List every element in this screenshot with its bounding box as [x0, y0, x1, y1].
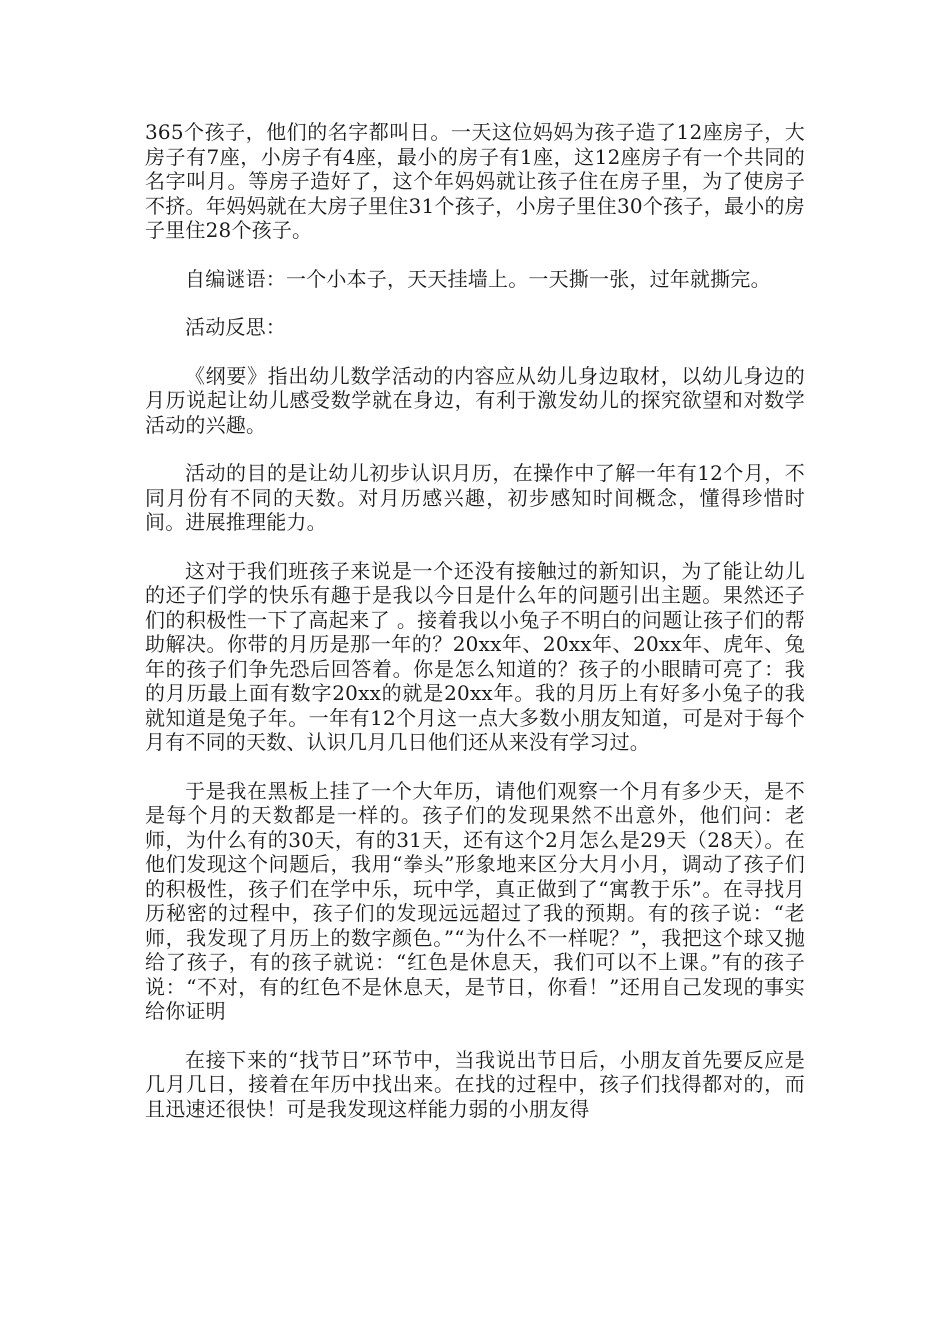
paragraph-riddle: 自编谜语：一个小本子，天天挂墙上。一天撕一张，过年就撕完。 [185, 266, 771, 291]
paragraph-find-festival: 在接下来的“找节日”环节中，当我说出节日后，小朋友首先要反应是几月几日，接着在年历中找出来。在找的过程中，孩子们找得都对的，而且迅速还很快！可是我发现这样能力弱的小朋友得 [145, 1047, 805, 1121]
paragraph-activity-goal: 活动的目的是让幼儿初步认识月历，在操作中了解一年有12个月，不同月份有不同的天数。对月历感兴趣，初步感知时间概念，懂得珍惜时间。进展推理能力。 [145, 461, 805, 534]
paragraph-calendar-observation: 于是我在黑板上挂了一个大年历，请他们观察一个月有多少天，是不是每个月的天数都是一样的。孩子们的发现果然不出意外，他们问：老师，为什么有的30天，有的31天，还有这个2月怎么是29天（28天）。在他们发现这个问题后，我用“拳头”形象地来区分大月小月，调动了孩子们的积极性，孩子们在学中乐，玩中学，真正做到了“寓教于乐”。在寻找月历秘密的过程中，孩子们的发现远远超过了我的预期。有的孩子说：“老师，我发现了月历上的数字颜色。”“为什么不一样呢？”，我把这个球又抛给了孩子，有的孩子就说：“红色是休息天，我们可以不上课。”有的孩子说：“不对，有的红色不是休息天，是节日，你看！”还用自己发现的事实给你证明 [145, 778, 805, 1023]
paragraph-new-knowledge: 这对于我们班孩子来说是一个还没有接触过的新知识，为了能让幼儿的还子们学的快乐有趣于是我以今日是什么年的问题引出主题。果然还子们的积极性一下了高起来了 。接着我以小兔子不明白的问题让孩子们的帮助解决。你带的月历是那一年的？20xx年、20xx年、20xx年、虎年、兔年的孩子们争先恐后回答着。你是怎么知道的？孩子的小眼睛可亮了：我的月历最上面有数字20xx的就是20xx年。我的月历上有好多小兔子的我就知道是兔子年。一年有12个月这一点大多数小朋友知道，可是对于每个月有不同的天数、认识几月几日他们还从来没有学习过。 [145, 558, 805, 754]
paragraph-reflection-heading: 活动反思： [185, 315, 286, 339]
document-body [145, 120, 805, 1145]
paragraph-guideline: 《纲要》指出幼儿数学活动的内容应从幼儿身边取材，以幼儿身边的月历说起让幼儿感受数学就在身边，有利于激发幼儿的探究欲望和对数学活动的兴趣。 [145, 363, 805, 437]
paragraph-story-ending: 365个孩子，他们的名字都叫日。一天这位妈妈为孩子造了12座房子，大房子有7座，小房子有4座，最小的房子有1座，这12座房子有一个共同的名字叫月。等房子造好了，这个年妈妈就让孩子住在房子里，为了使房子不挤。年妈妈就在大房子里住31个孩子，小房子里住30个孩子，最小的房子里住28个孩子。 [145, 120, 805, 242]
